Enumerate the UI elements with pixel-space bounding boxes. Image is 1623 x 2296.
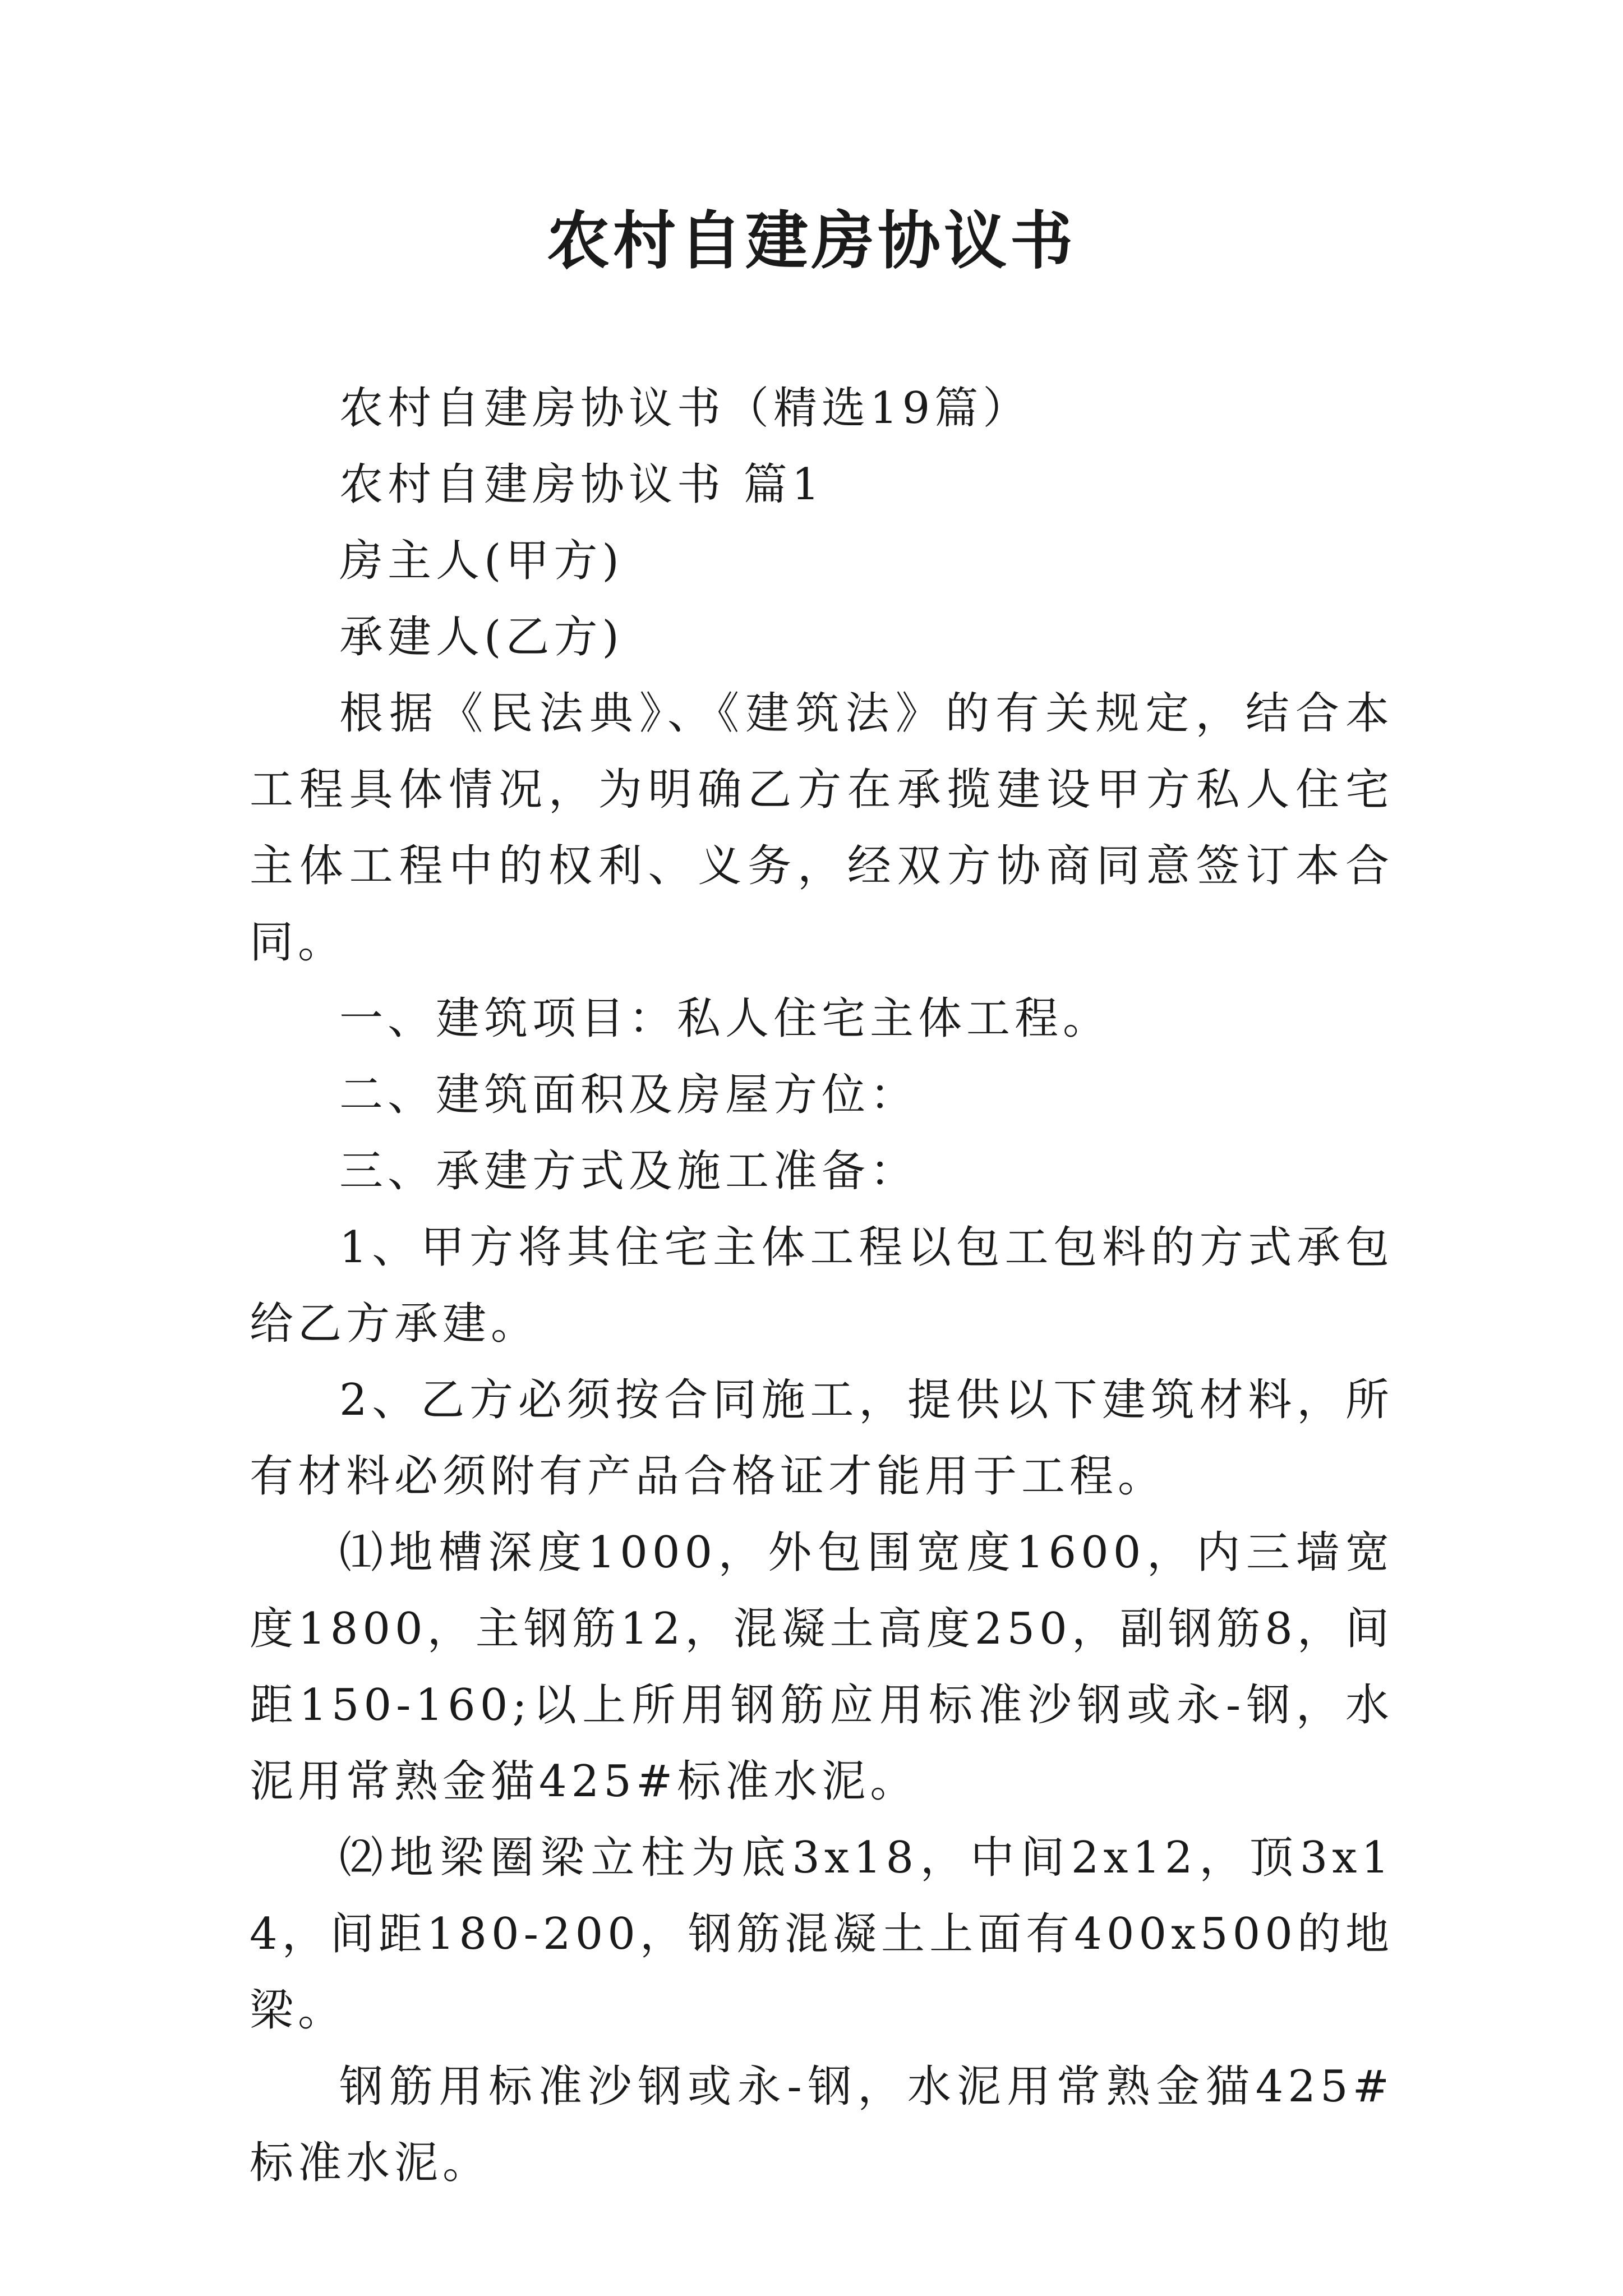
paragraph-item-2: 2、乙方必须按合同施工，提供以下建筑材料，所有材料必须附有产品合格证才能用于工程。 [250,1375,1394,1502]
document-title: 农村自建房协议书 [547,204,1076,278]
paragraph-clause-1: 一、建筑项目：私人住宅主体工程。 [339,993,1112,1044]
paragraph-materials: 钢筋用标准沙钢或永-钢，水泥用常熟金猫425#标准水泥。 [250,2062,1394,2188]
paragraph-party-b: 承建人(乙方) [339,612,624,662]
paragraph-subitem-1: ⑴地槽深度1000，外包围宽度1600，内三墙宽度1800，主钢筋12，混凝土高度250，副钢筋8，间距150-160;以上所用钢筋应用标准沙钢或永-钢，水泥用常熟金猫425#标准水泥。 [250,1527,1394,1807]
paragraph-item-1: 1、甲方将其住宅主体工程以包工包料的方式承包给乙方承建。 [250,1222,1394,1349]
paragraph-section-heading: 农村自建房协议书 篇1 [339,459,824,510]
paragraph-subtitle: 农村自建房协议书（精选19篇） [339,383,1031,434]
document-body [250,370,1394,2201]
paragraph-clause-3: 三、承建方式及施工准备： [339,1146,919,1197]
paragraph-clause-2: 二、建筑面积及房屋方位： [339,1070,919,1120]
paragraph-preamble: 根据《民法典》、《建筑法》的有关规定，结合本工程具体情况，为明确乙方在承揽建设甲方私人住宅主体工程中的权利、义务，经双方协商同意签订本合同。 [250,688,1394,968]
paragraph-party-a: 房主人(甲方) [339,536,624,586]
paragraph-subitem-2: ⑵地梁圈梁立柱为底3x18，中间2x12，顶3x14，间距180-200，钢筋混凝土上面有400x500的地梁。 [250,1833,1394,2036]
